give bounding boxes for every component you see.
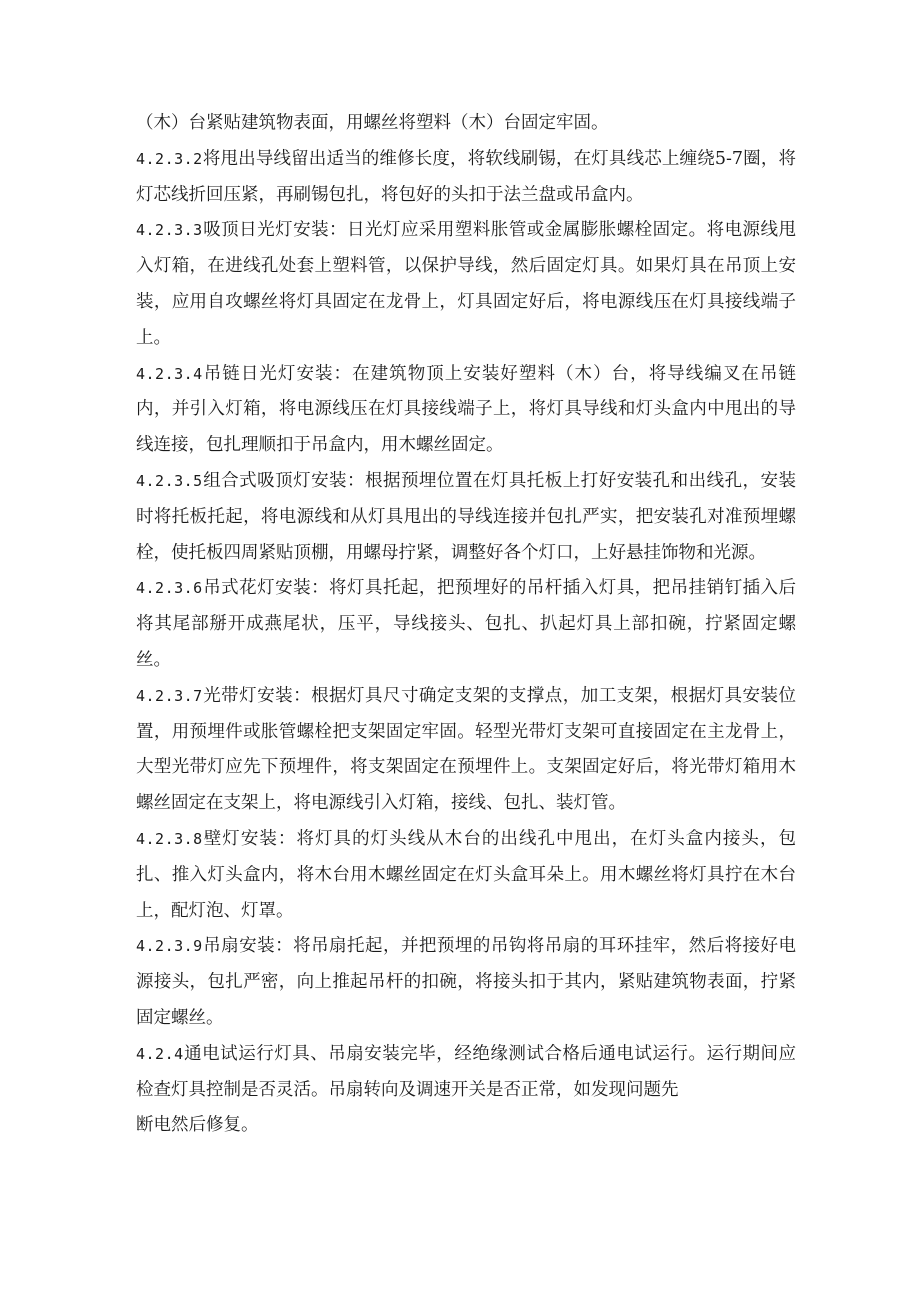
paragraph-text: 吊链日光灯安装：在建筑物顶上安装好塑料（木）台，将导线编叉在吊链内，并引入灯箱，将电源线压在灯具接线端子上，将灯具导线和灯头盒内中甩出的导线连接，包扎理顺扣于吊盒内，用木螺丝固定。: [136, 363, 796, 456]
section-number: 4.2.3.4: [136, 364, 203, 383]
section-number: 4.2.3.6: [136, 579, 203, 598]
paragraph-4-2-4: [136, 1037, 796, 1144]
section-number: 4.2.3.3: [136, 221, 203, 240]
section-number: 4.2.3.9: [136, 937, 203, 956]
paragraph-text: 通电试运行灯具、吊扇安装完毕，经绝缘测试合格后通电试运行。运行期间应检查灯具控制是否灵活。吊扇转向及调速开关是否正常，如发现问题先: [136, 1043, 796, 1100]
paragraph-continuation: [136, 106, 796, 142]
section-number: 4.2.3.7: [136, 686, 203, 705]
paragraph-4-2-3-2: [136, 142, 796, 214]
paragraph-4-2-3-3: [136, 213, 796, 356]
paragraph-4-2-3-7: [136, 679, 796, 822]
paragraph-text: 吸顶日光灯安装：日光灯应采用塑料胀管或金属膨胀螺栓固定。将电源线甩入灯箱，在进线孔处套上塑料管，以保护导线，然后固定灯具。如果灯具在吊顶上安装，应用自攻螺丝将灯具固定在龙骨上，灯具固定好后，将电源线压在灯具接线端子上。: [136, 220, 796, 348]
paragraph-4-2-3-6: [136, 571, 796, 678]
paragraph-4-2-3-4: [136, 357, 796, 464]
paragraph-text: 吊扇安装：将吊扇托起，并把预埋的吊钩将吊扇的耳环挂牢，然后将接好电源接头，包扎严密，向上推起吊杆的扣碗，将接头扣于其内，紧贴建筑物表面，拧紧固定螺丝。: [136, 936, 796, 1028]
paragraph-text: 将甩出导线留出适当的维修长度，将软线刷锡，在灯具线芯上缠绕5-7圈，将灯芯线折回压紧，再刷锡包扎，将包好的头扣于法兰盘或吊盒内。: [136, 148, 796, 205]
section-number: 4.2.3.5: [136, 471, 203, 490]
paragraph-4-2-3-9: [136, 929, 796, 1036]
paragraph-text: 光带灯安装：根据灯具尺寸确定支架的支撑点，加工支架，根据灯具安装位置，用预埋件或胀管螺栓把支架固定牢固。轻型光带灯支架可直接固定在主龙骨上，大型光带灯应先下预埋件，将支架固定在预埋件上。支架固定好后，将光带灯箱用木螺丝固定在支架上，将电源线引入灯箱，接线、包扎、装灯管。: [136, 685, 796, 814]
document-body: [136, 106, 796, 1144]
section-number: 4.2.4: [136, 1044, 184, 1063]
paragraph-4-2-3-5: [136, 464, 796, 571]
section-number: 4.2.3.2: [136, 149, 203, 168]
paragraph-text: 壁灯安装：将灯具的灯头线从木台的出线孔中甩出，在灯头盒内接头，包扎、推入灯头盒内，将木台用木螺丝固定在灯头盒耳朵上。用木螺丝将灯具拧在木台上，配灯泡、灯罩。: [136, 828, 796, 921]
paragraph-tail-text: 断电然后修复。: [136, 1115, 259, 1136]
paragraph-4-2-3-8: [136, 822, 796, 929]
paragraph-text: 吊式花灯安装：将灯具托起，把预埋好的吊杆插入灯具，把吊挂销钉插入后将其尾部掰开成燕尾状，压平，导线接头、包扎、扒起灯具上部扣碗，拧紧固定螺丝。: [136, 578, 796, 670]
paragraph-text: （木）台紧贴建筑物表面，用螺丝将塑料（木）台固定牢固。: [136, 113, 609, 133]
paragraph-text: 组合式吸顶灯安装：根据预埋位置在灯具托板上打好安装孔和出线孔，安装时将托板托起，将电源线和从灯具甩出的导线连接并包扎严实，把安装孔对准预埋螺栓，使托板四周紧贴顶棚，用螺母拧紧，调整好各个灯口，上好悬挂饰物和光源。: [136, 470, 796, 563]
section-number: 4.2.3.8: [136, 829, 203, 848]
